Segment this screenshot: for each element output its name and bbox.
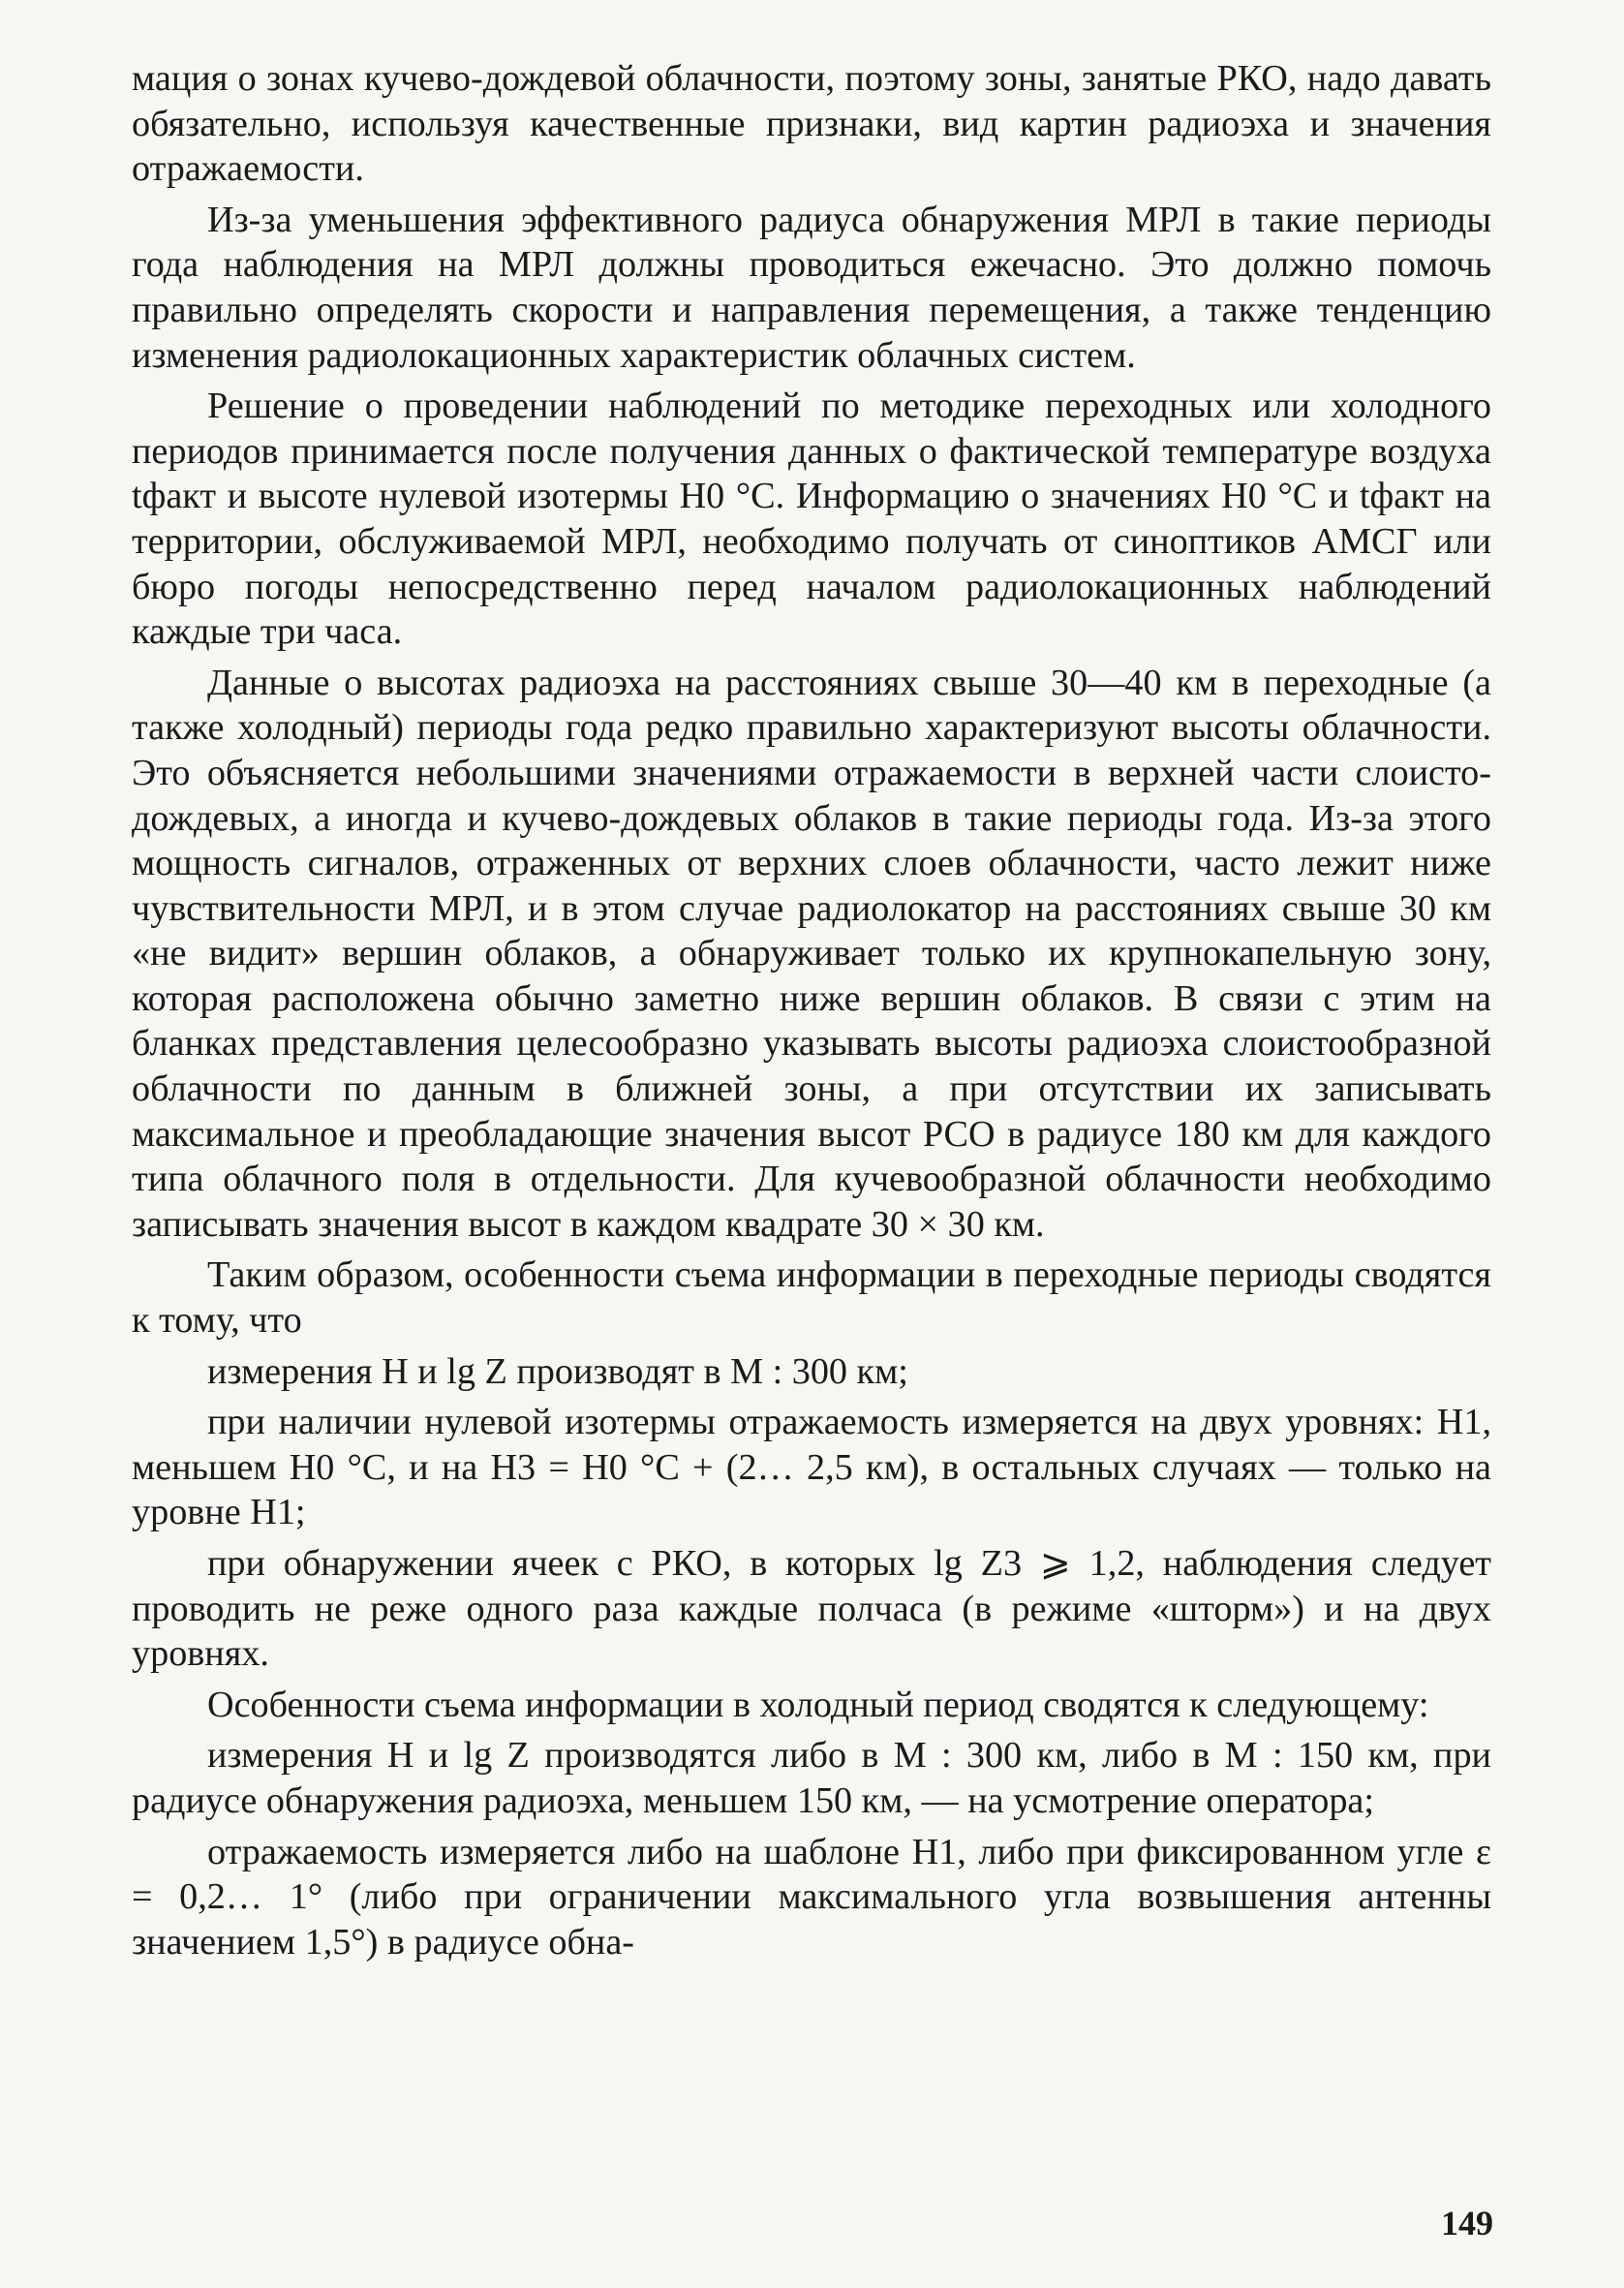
paragraph-8: при обнаружении ячеек с РКО, в которых lg Z3 ⩾ 1,2, наблюдения следует проводить не реже одного раза каждые полчаса (в режиме «шторм») и на двух уровнях. xyxy=(132,1543,1491,1675)
paragraph-6: измерения H и lg Z производят в M : 300 км; xyxy=(207,1350,908,1392)
paragraph-3: Решение о проведении наблюдений по методике переходных или холодного периодов принимается после получения данных о фактической температуре воздуха tфакт и высоте нулевой изотермы H0 °C. Информацию о значениях H0 °C и tфакт на территории, обслуживаемой МРЛ, необходимо получать от синоптиков АМСГ или бюро погоды непосредственно перед началом радиолокационных наблюдений каждые три часа. xyxy=(132,386,1491,653)
paragraph-7: при наличии нулевой изотермы отражаемость измеряется на двух уровнях: H1, меньшем H0 °C, и на H3 = H0 °C + (2… 2,5 км), в остальных случаях — только на уровне H1; xyxy=(132,1402,1491,1533)
paragraph-11: отражаемость измеряется либо на шаблоне H1, либо при фиксированном угле ε = 0,2… 1° (либо при ограничении максимального угла возвышения антенны значением 1,5°) в радиусе обна- xyxy=(132,1831,1491,1963)
paragraph-4: Данные о высотах радиоэха на расстояниях свыше 30—40 км в переходные (а также холодный) периоды года редко правильно характеризуют высоты облачности. Это объясняется небольшими значениями отражаемости в верхней части слоисто-дождевых, а иногда и кучево-дождевых облаков в такие периоды года. Из-за этого мощность сигналов, отраженных от верхних слоев облачности, часто лежит ниже чувствительности МРЛ, и в этом случае радиолокатор на расстояниях свыше 30 км «не видит» вершин облаков, а обнаруживает только их крупнокапельную зону, которая расположена обычно заметно ниже вершин облаков. В связи с этим на бланках представления целесообразно указывать высоты радиоэха слоистообразной облачности по данным в ближней зоны, а при отсутствии их записывать максимальное и преобладающие значения высот РСО в радиусе 180 км для каждого типа облачного поля в отдельности. Для кучевообразной облачности необходимо записывать значения высот в каждом квадрате 30 × 30 км. xyxy=(132,662,1491,1245)
body-text xyxy=(132,56,1491,1970)
paragraph-2: Из-за уменьшения эффективного радиуса обнаружения МРЛ в такие периоды года наблюдения на МРЛ должны проводиться ежечасно. Это должно помочь правильно определять скорости и направления перемещения, а также тенденцию изменения радиолокационных характеристик облачных систем. xyxy=(132,199,1491,376)
paragraph-10: измерения H и lg Z производятся либо в M : 300 км, либо в M : 150 км, при радиусе обнаружения радиоэха, меньшем 150 км, — на усмотрение оператора; xyxy=(132,1735,1491,1821)
paragraph-9: Особенности съема информации в холодный период сводятся к следующему: xyxy=(207,1684,1429,1725)
paragraph-5: Таким образом, особенности съема информации в переходные периоды сводятся к тому, что xyxy=(132,1254,1491,1342)
page-number: 149 xyxy=(1441,2204,1493,2242)
paragraph-1: мация о зонах кучево-дождевой облачности, поэтому зоны, занятые РКО, надо давать обязательно, используя качественные признаки, вид картин радиоэха и значения отражаемости. xyxy=(132,58,1491,190)
